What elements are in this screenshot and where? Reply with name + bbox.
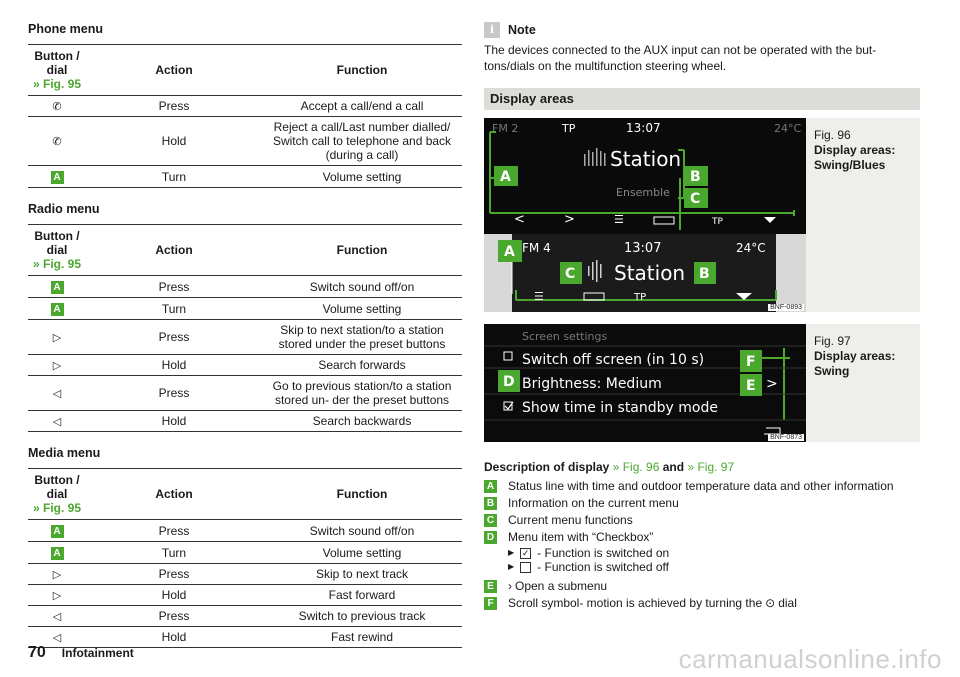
svg-text:>: > [564, 212, 575, 227]
col-header-action: Action [86, 469, 262, 520]
left-column [28, 22, 462, 648]
key-a-badge: A [484, 480, 497, 493]
note-heading [484, 22, 920, 38]
table-row: A Turn Volume setting [28, 542, 462, 564]
key-c-badge: C [484, 514, 497, 527]
svg-text:Station: Station [614, 261, 686, 285]
table-row: ✆ Press Accept a call/end a call [28, 96, 462, 117]
table-row: ◁ Press Go to previous station/to a station stored un- der the preset buttons [28, 376, 462, 411]
svg-text:Switch off screen (in 10 s): Switch off screen (in 10 s) [522, 352, 705, 368]
svg-text:TP: TP [712, 217, 723, 227]
phone-icon: ✆ [28, 96, 86, 117]
section-heading-display-areas: Display areas [484, 88, 920, 110]
key-a-badge: A [51, 525, 64, 538]
checkbox-empty-icon [520, 562, 531, 573]
dial-icon: ⊙ [765, 596, 776, 610]
table-row: ◁ Hold Search backwards [28, 411, 462, 432]
table-row: ▷ Press Skip to next track [28, 564, 462, 585]
table-row: A Press Switch sound off/on [28, 520, 462, 542]
svg-text:☰: ☰ [534, 290, 544, 303]
section-name: Infotainment [61, 646, 134, 660]
key-f-badge: F [484, 597, 497, 610]
screen-settings-illustration [484, 324, 806, 442]
table-row: A Turn Volume setting [28, 298, 462, 320]
table-row: ▷ Hold Search forwards [28, 355, 462, 376]
col-header-button: Button / dial » Fig. 95 [28, 45, 86, 96]
screen-settings-image [484, 324, 806, 442]
svg-text:13:07: 13:07 [624, 241, 662, 256]
list-item: E › Open a submenu [484, 578, 920, 595]
display-areas-illustration [484, 118, 806, 312]
note-text: The devices connected to the AUX input can not be operated with the but- tons/dials on the multifunction steering wheel. [484, 43, 877, 73]
infotainment-display-image [484, 118, 806, 312]
triangle-right-icon: ▷ [28, 564, 86, 585]
svg-text:Brightness: Medium: Brightness: Medium [522, 376, 662, 392]
col-header-function: Function [262, 225, 462, 276]
phone-icon: ✆ [28, 117, 86, 166]
svg-text:C: C [565, 266, 576, 282]
svg-text:FM 4: FM 4 [522, 241, 551, 255]
list-item: F Scroll symbol- motion is achieved by turning the ⊙ dial [484, 595, 920, 612]
key-a-badge: A [51, 303, 64, 316]
svg-text:Screen settings: Screen settings [522, 330, 608, 343]
key-a-badge: A [51, 281, 64, 294]
svg-text:B: B [690, 169, 701, 185]
svg-text:FM 2: FM 2 [492, 122, 519, 135]
phone-menu-table [28, 44, 462, 188]
figure-code: BNF-0893 [770, 304, 802, 311]
col-header-action: Action [86, 45, 262, 96]
svg-text:C: C [690, 191, 701, 207]
figure-96 [484, 118, 920, 312]
key-b-badge: B [484, 497, 497, 510]
key-e-badge: E [484, 580, 497, 593]
svg-text:Ensemble: Ensemble [616, 186, 670, 199]
svg-text:Station: Station [610, 147, 682, 171]
bullet-triangle-icon: ▶ [508, 562, 515, 571]
table-row: A Turn Volume setting [28, 166, 462, 188]
triangle-left-icon: ◁ [28, 627, 86, 648]
figure-caption: Fig. 97 Display areas: Swing [814, 334, 896, 378]
triangle-left-icon: ◁ [28, 376, 86, 411]
svg-text:F: F [746, 354, 756, 370]
col-header-action: Action [86, 225, 262, 276]
table-row: ▷ Press Skip to next station/to a station stored under the preset buttons [28, 320, 462, 355]
page-footer [28, 644, 134, 662]
triangle-right-icon: ▷ [28, 320, 86, 355]
svg-text:D: D [503, 374, 515, 390]
sub-list-item: ▶ - Function is switched off [508, 560, 669, 574]
radio-menu-table [28, 224, 462, 432]
svg-text:<: < [514, 212, 525, 227]
table-row: ▷ Hold Fast forward [28, 585, 462, 606]
key-d-badge: D [484, 531, 497, 544]
page-number: 70 [28, 644, 46, 661]
right-column [484, 22, 920, 612]
col-header-function: Function [262, 45, 462, 96]
list-item: B Information on the current menu [484, 495, 920, 512]
bullet-triangle-icon: ▶ [508, 548, 515, 557]
note-title: Note [508, 23, 536, 37]
table-row: ✆ Hold Reject a call/Last number dialled/ Switch call to telephone and back (during a call) [28, 117, 462, 166]
list-item: A Status line with time and outdoor temperature data and other information [484, 478, 920, 495]
col-header-button: Button / dial » Fig. 95 [28, 469, 86, 520]
key-a-badge: A [51, 547, 64, 560]
svg-text:A: A [504, 244, 515, 260]
radio-menu-title: Radio menu [28, 202, 100, 216]
col-header-button: Button / dial » Fig. 95 [28, 225, 86, 276]
sub-list-item: ▶ ✓ - Function is switched on [508, 546, 670, 560]
checkbox-checked-icon: ✓ [521, 547, 530, 558]
info-icon: i [484, 22, 500, 38]
key-a-badge: A [51, 171, 64, 184]
svg-text:24°C: 24°C [774, 122, 802, 135]
svg-text:TP: TP [562, 122, 576, 135]
media-menu-title: Media menu [28, 446, 101, 460]
svg-text:13:07: 13:07 [626, 121, 661, 135]
list-item: C Current menu functions [484, 512, 920, 529]
col-header-function: Function [262, 469, 462, 520]
svg-text:>: > [766, 376, 778, 392]
table-row: ◁ Hold Fast rewind [28, 627, 462, 648]
list-item: D Menu item with “Checkbox” [484, 529, 920, 546]
watermark: carmanualsonline.info [678, 644, 942, 674]
triangle-right-icon: ▷ [28, 355, 86, 376]
triangle-right-icon: ▷ [28, 585, 86, 606]
figure-code: BNF-0873 [770, 434, 802, 441]
svg-text:TP: TP [634, 292, 647, 303]
svg-text:B: B [699, 266, 710, 282]
figure-97 [484, 324, 920, 442]
table-row: A Press Switch sound off/on [28, 276, 462, 298]
svg-text:☰: ☰ [614, 213, 624, 226]
table-row: ◁ Press Switch to previous track [28, 606, 462, 627]
triangle-left-icon: ◁ [28, 411, 86, 432]
media-menu-table [28, 468, 462, 648]
figure-caption: Fig. 96 Display areas: Swing/Blues [814, 128, 896, 172]
svg-text:24°C: 24°C [736, 241, 766, 255]
chevron-right-icon: › [508, 579, 512, 593]
svg-text:A: A [500, 169, 511, 185]
phone-menu-title: Phone menu [28, 22, 104, 36]
triangle-left-icon: ◁ [28, 606, 86, 627]
svg-text:Show time in standby mode: Show time in standby mode [522, 400, 718, 416]
description-heading: Description of display » Fig. 96 and » Fig. 97 [484, 460, 735, 474]
svg-text:E: E [746, 378, 756, 394]
